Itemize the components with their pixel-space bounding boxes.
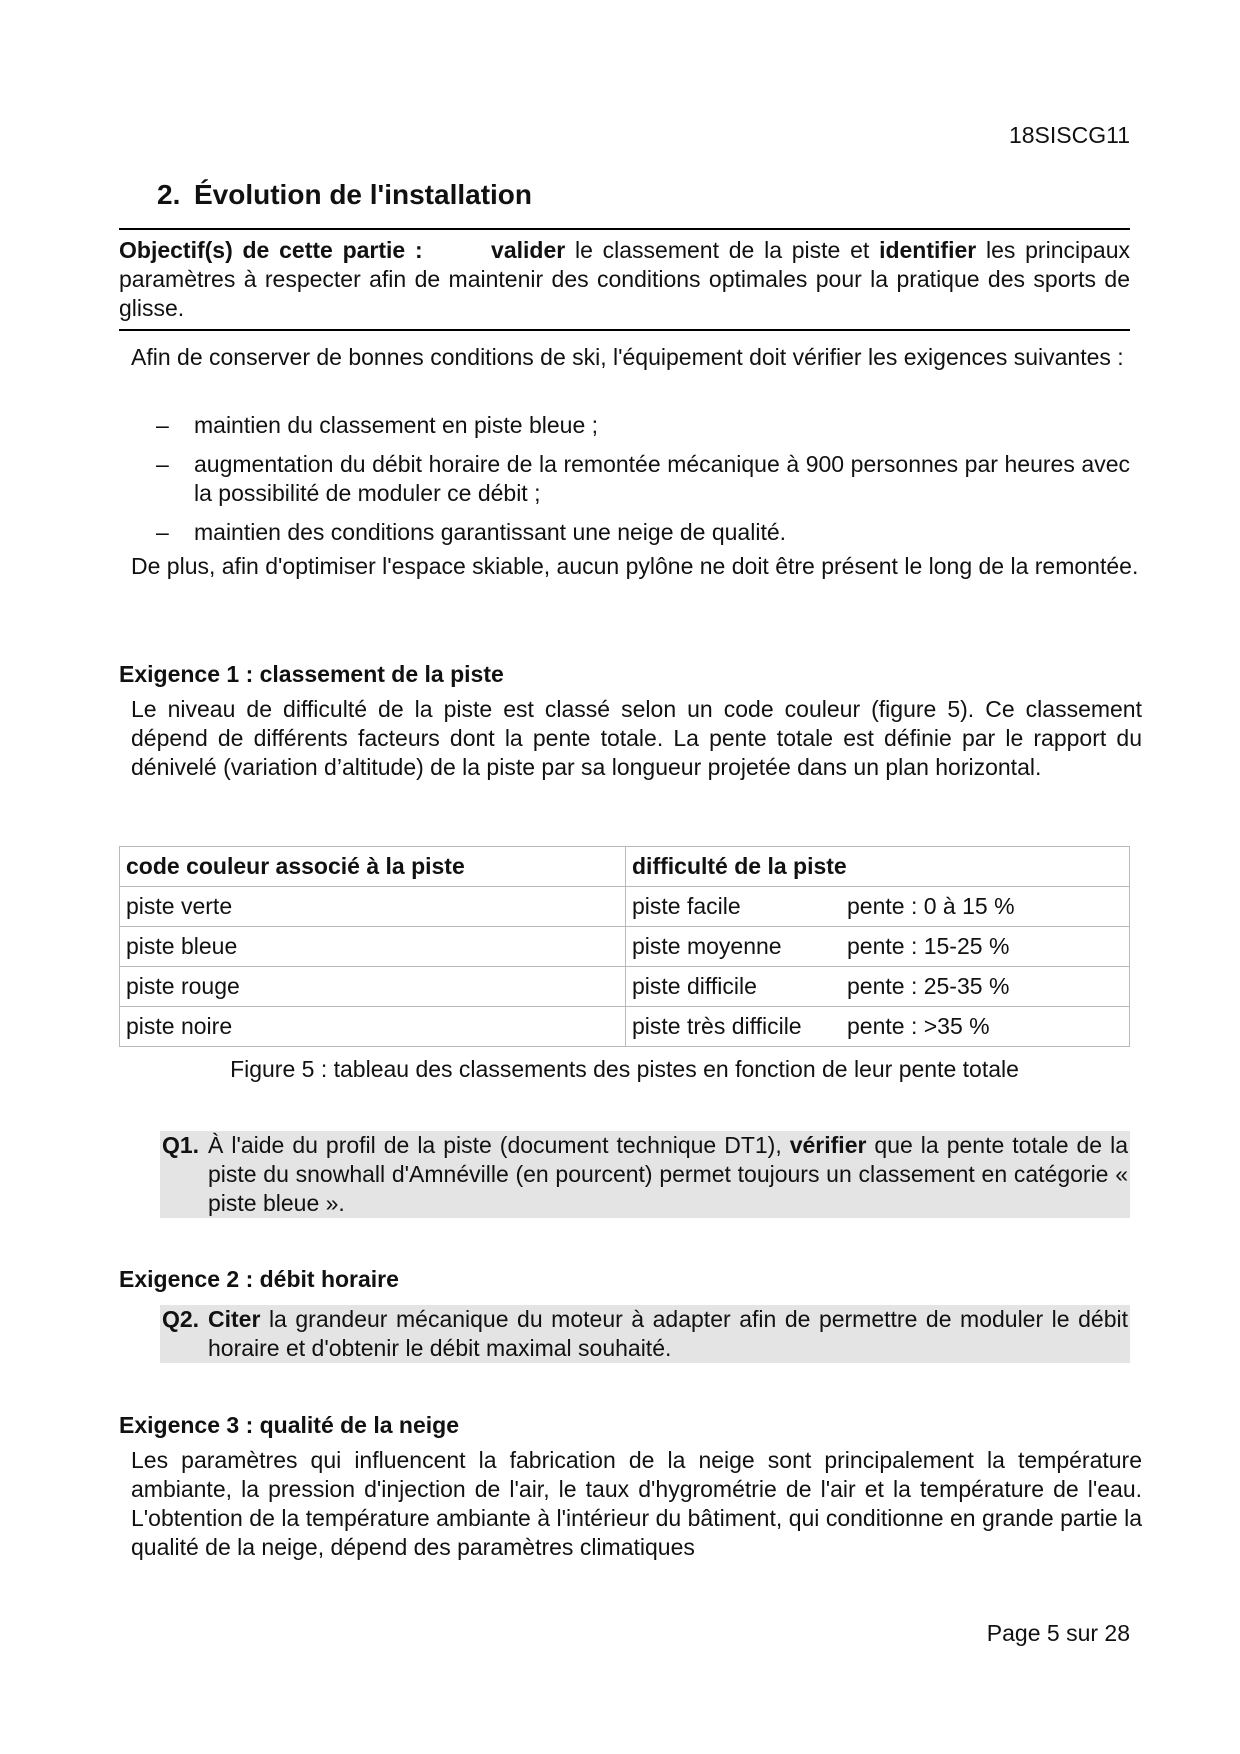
objective-box [119, 228, 1130, 331]
requirement-item: – augmentation du débit horaire de la remontée mécanique à 900 personnes par heures avec la possibilité de moduler ce débit ; [156, 451, 1130, 506]
table-header-color: code couleur associé à la piste [120, 847, 626, 887]
table-row: piste rouge piste difficile pente : 25-35 % [120, 967, 1130, 1007]
dash-bullet: – [156, 519, 169, 545]
exigence-1-paragraph: Le niveau de difficulté de la piste est classé selon un code couleur (figure 5). Ce classement dépend de différents facteurs dont la pente totale. La pente totale est définie par le rapport du dénivelé (variation d’altitude) de la piste par sa longueur projetée dans un plan horizontal. [131, 696, 1142, 780]
section-number: 2. [157, 179, 181, 210]
question-q2 [160, 1305, 1130, 1363]
section-title [157, 178, 532, 212]
objective-verb-1: valider [491, 237, 566, 263]
question-text: Citer la grandeur mécanique du moteur à adapter afin de permettre de moduler le débit horaire et d'obtenir le débit maximal souhaité. [208, 1306, 1128, 1361]
section-title-text: Évolution de l'installation [194, 179, 533, 210]
dash-bullet: – [156, 451, 169, 477]
table-row: piste noire piste très difficile pente : >35 % [120, 1007, 1130, 1047]
objective-label: Objectif(s) de cette partie : [119, 237, 423, 263]
question-q1 [160, 1131, 1130, 1218]
exigence-2-heading: Exigence 2 : débit horaire [119, 1266, 399, 1292]
exigence-3-paragraph: Les paramètres qui influencent la fabrication de la neige sont principalement la température ambiante, la pression d'injection de l'air, le taux d'hygrométrie de l'air et la température de l'eau. L'obtention de la température ambiante à l'intérieur du bâtiment, qui conditionne en grande partie la qualité de la neige, dépend des paramètres climatiques [131, 1447, 1142, 1560]
question-number: Q2. [162, 1306, 200, 1332]
table-header-row [120, 847, 1130, 887]
question-verb: Citer [208, 1306, 261, 1332]
question-number: Q1. [162, 1132, 200, 1158]
requirement-item: – maintien des conditions garantissant une neige de qualité. [156, 519, 787, 545]
exigence-3-heading: Exigence 3 : qualité de la neige [119, 1412, 460, 1438]
document-code: 18SISCG11 [1008, 122, 1130, 148]
exigence-1-heading: Exigence 1 : classement de la piste [119, 661, 504, 687]
objective-text-2: les principaux paramètres à respecter afin de maintenir des conditions optimales pour la pratique des sports de glisse. [119, 237, 1130, 321]
dash-bullet: – [156, 412, 169, 438]
table-caption: Figure 5 : tableau des classements des pistes en fonction de leur pente totale [230, 1056, 1019, 1082]
table-header-difficulty: difficulté de la piste [626, 847, 1130, 887]
table-row: piste bleue piste moyenne pente : 15-25 % [120, 927, 1130, 967]
question-verb: vérifier [789, 1132, 867, 1158]
objective-text-1: le classement de la piste et [565, 237, 880, 263]
additional-paragraph: De plus, afin d'optimiser l'espace skiable, aucun pylône ne doit être présent le long de la remontée. [131, 553, 1139, 579]
intro-paragraph: Afin de conserver de bonnes conditions de ski, l'équipement doit vérifier les exigences suivantes : [131, 344, 1124, 370]
requirements-list [119, 411, 1130, 557]
question-text: À l'aide du profil de la piste (document technique DT1), vérifier que la pente totale de la piste du snowhall d'Amnéville (en pourcent) permet toujours un classement en catégorie « piste bleue ». [208, 1132, 1128, 1216]
objective-verb-2: identifier [879, 237, 977, 263]
slope-classification-table [119, 846, 1130, 1047]
requirement-item: – maintien du classement en piste bleue ; [156, 412, 599, 438]
page-number: Page 5 sur 28 [986, 1620, 1130, 1646]
table-row: piste verte piste facile pente : 0 à 15 % [120, 887, 1130, 927]
